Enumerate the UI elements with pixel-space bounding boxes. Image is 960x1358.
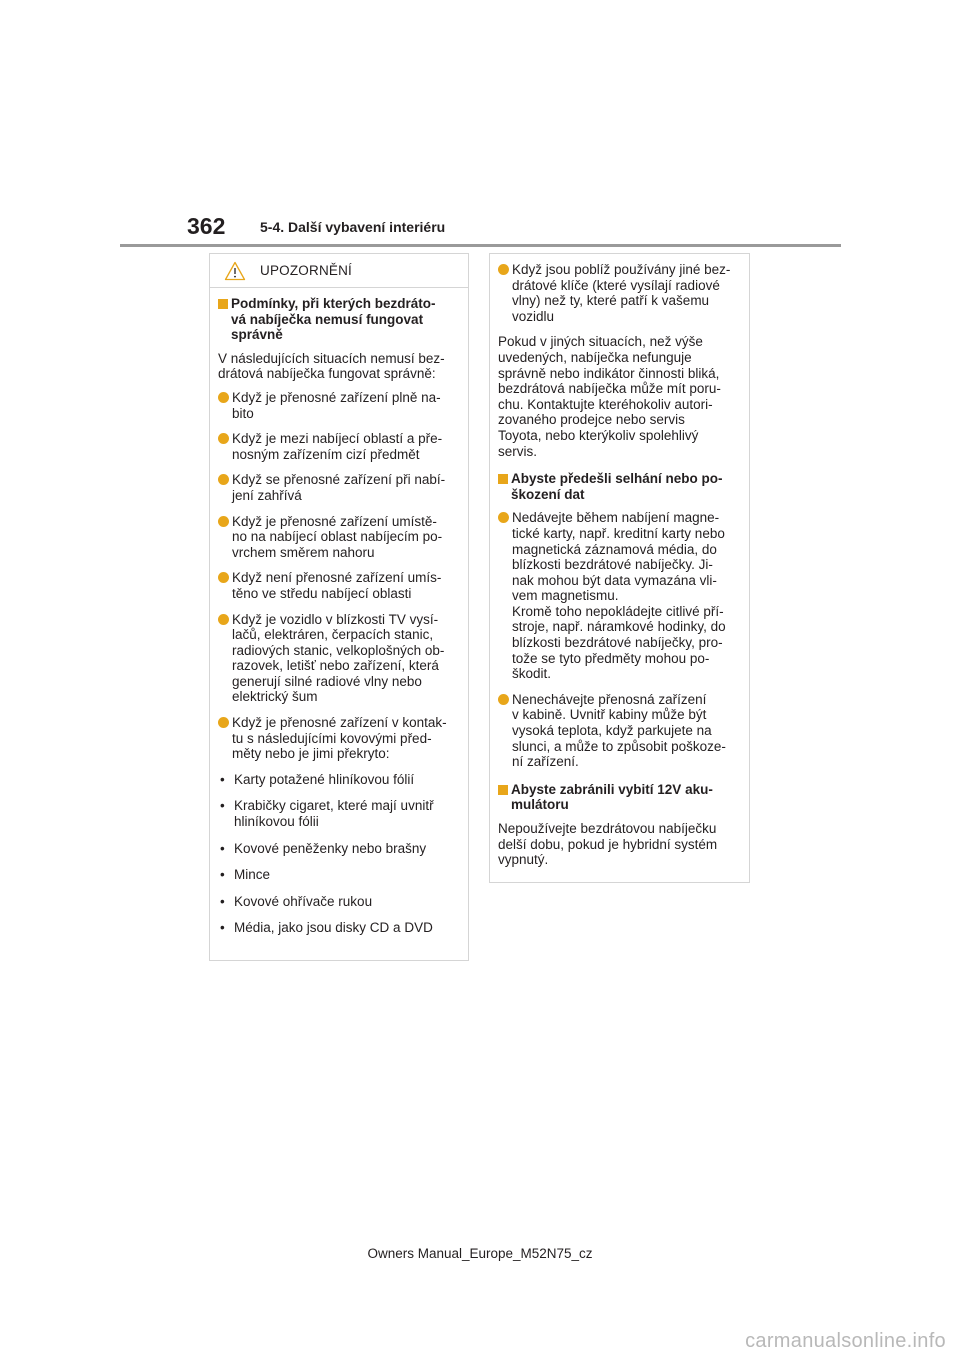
circle-bullet-icon [498, 512, 509, 523]
list-item-text: Když je mezi nabíjecí oblastí a pře- nosným zařízením cizí předmět [232, 431, 443, 462]
circle-bullet-icon [218, 717, 229, 728]
heading-text: Podmínky, při kterých bezdráto- vá nabíječka nemusí fungovat správně [231, 296, 436, 343]
sub-list-item-text: Karty potažené hliníkovou fólií [234, 771, 415, 787]
list-item [218, 472, 460, 503]
sub-list-item [218, 841, 460, 857]
circle-bullet-icon [218, 614, 229, 625]
circle-bullet-icon [218, 392, 229, 403]
list-item-text: Když není přenosné zařízení umís- těno ve středu nabíjecí oblasti [232, 570, 442, 601]
sub-bullet-mark: • [220, 771, 225, 787]
list-item-text: Když je přenosné zařízení umístě- no na nabíjecí oblast nabíjecím po- vrchem směrem nahoru [232, 513, 443, 560]
sub-bullet-mark: • [220, 920, 225, 936]
section-heading [218, 296, 460, 343]
warning-triangle-icon [224, 261, 246, 281]
sub-bullet-mark: • [220, 867, 225, 883]
circle-bullet-icon [218, 474, 229, 485]
footer-text: Owners Manual_Europe_M52N75_cz [367, 1246, 593, 1261]
list-item [498, 262, 741, 324]
list-item [218, 390, 460, 421]
list-item-text: Když se přenosné zařízení při nabí- jení zahřívá [232, 472, 446, 503]
sub-list-item-text: Krabičky cigaret, které mají uvnitř hliníkovou fólii [234, 798, 434, 830]
circle-bullet-icon [218, 433, 229, 444]
sub-list-item [218, 772, 460, 788]
heading-text: Abyste zabránili vybití 12V aku- mulátoru [511, 781, 713, 813]
square-bullet-icon [498, 785, 508, 795]
header-rule [120, 244, 841, 247]
battery-paragraph: Nepoužívejte bezdrátovou nabíječku delší dobu, pokud je hybridní systém vypnutý. [498, 821, 718, 868]
sub-list-item [218, 894, 460, 910]
list-item-text: Když je přenosné zařízení plně na- bito [232, 389, 441, 421]
section-title: 5-4. Další vybavení interiéru [260, 219, 446, 235]
list-item [498, 692, 741, 770]
sub-list-item-text: Kovové ohřívače rukou [234, 893, 373, 909]
sub-bullet-mark: • [220, 798, 225, 814]
page-number: 362 [187, 213, 226, 239]
list-item-text: Když je vozidlo v blízkosti TV vysí- lačů, elektráren, čerpacích stanic, radiových stanic, velkoplošných ob- razovek, letišť nebo zařízení, která generují silné radiové vlny nebo elektrický šum [232, 611, 445, 705]
list-item [498, 510, 741, 682]
heading-text: Abyste předešli selhání nebo po- škození dat [511, 471, 723, 502]
sub-list-item-text: Kovové peněženky nebo brašny [234, 840, 427, 856]
warning-label: UPOZORNĚNÍ [260, 262, 353, 278]
warning-box-right [489, 253, 750, 883]
list-item [218, 715, 460, 762]
circle-bullet-icon [498, 694, 509, 705]
sub-list-item-text: Média, jako jsou disky CD a DVD [234, 920, 433, 936]
list-item-text: Nedávejte během nabíjení magne- tické karty, např. kreditní karty nebo magnetická záznamová média, do blízkosti bezdrátové nabíječky. Ji- nak mohou být data vymazána vli- vem magnetismu. Kromě toho nepokládejte citlivé pří- stroje, např. náramkové hodinky, do blízkosti bezdrátové nabíječky, pro- tože se tyto předměty mohou po- škodit. [512, 510, 726, 682]
section-heading [498, 782, 741, 813]
sub-list-item [218, 920, 460, 936]
warning-box-left [209, 253, 469, 961]
intro-paragraph: V následujících situacích nemusí bez- drátová nabíječka fungovat správně: [218, 350, 445, 382]
list-item [218, 431, 460, 462]
sub-bullet-mark: • [220, 840, 225, 856]
circle-bullet-icon [218, 572, 229, 583]
sub-list-item [218, 798, 460, 829]
warning-header [210, 254, 468, 288]
circle-bullet-icon [218, 516, 229, 527]
list-item [218, 514, 460, 561]
watermark: carmanualsonline.info [745, 1330, 946, 1352]
square-bullet-icon [498, 474, 508, 484]
circle-bullet-icon [498, 264, 509, 275]
list-item [218, 570, 460, 601]
list-item-text: Nenechávejte přenosná zařízení v kabině. Uvnitř kabiny může být vysoká teplota, když parkujete na slunci, a může to způsobit poškoze- ní zařízení. [512, 691, 726, 770]
sub-list-item-text: Mince [234, 867, 271, 883]
contact-paragraph: Pokud v jiných situacích, než výše uvedených, nabíječka nefunguje správně nebo indikátor činnosti bliká, bezdrátová nabíječka může mít poru- chu. Kontaktujte kteréhokoliv autori- zovaného prodejce nebo servis Toyota, nebo kterýkoliv spolehlivý servis. [498, 334, 721, 459]
section-heading [498, 471, 741, 502]
sub-list-item [218, 867, 460, 883]
list-item-text: Když je přenosné zařízení v kontak- tu s následujícími kovovými před- měty nebo je jimi překryto: [232, 715, 447, 762]
list-item-text: Když jsou poblíž používány jiné bez- drátové klíče (které vysílají radiové vlny) než ty, které patří k vašemu vozidlu [512, 262, 731, 324]
list-item [218, 612, 460, 706]
sub-bullet-mark: • [220, 893, 225, 909]
square-bullet-icon [218, 299, 228, 309]
